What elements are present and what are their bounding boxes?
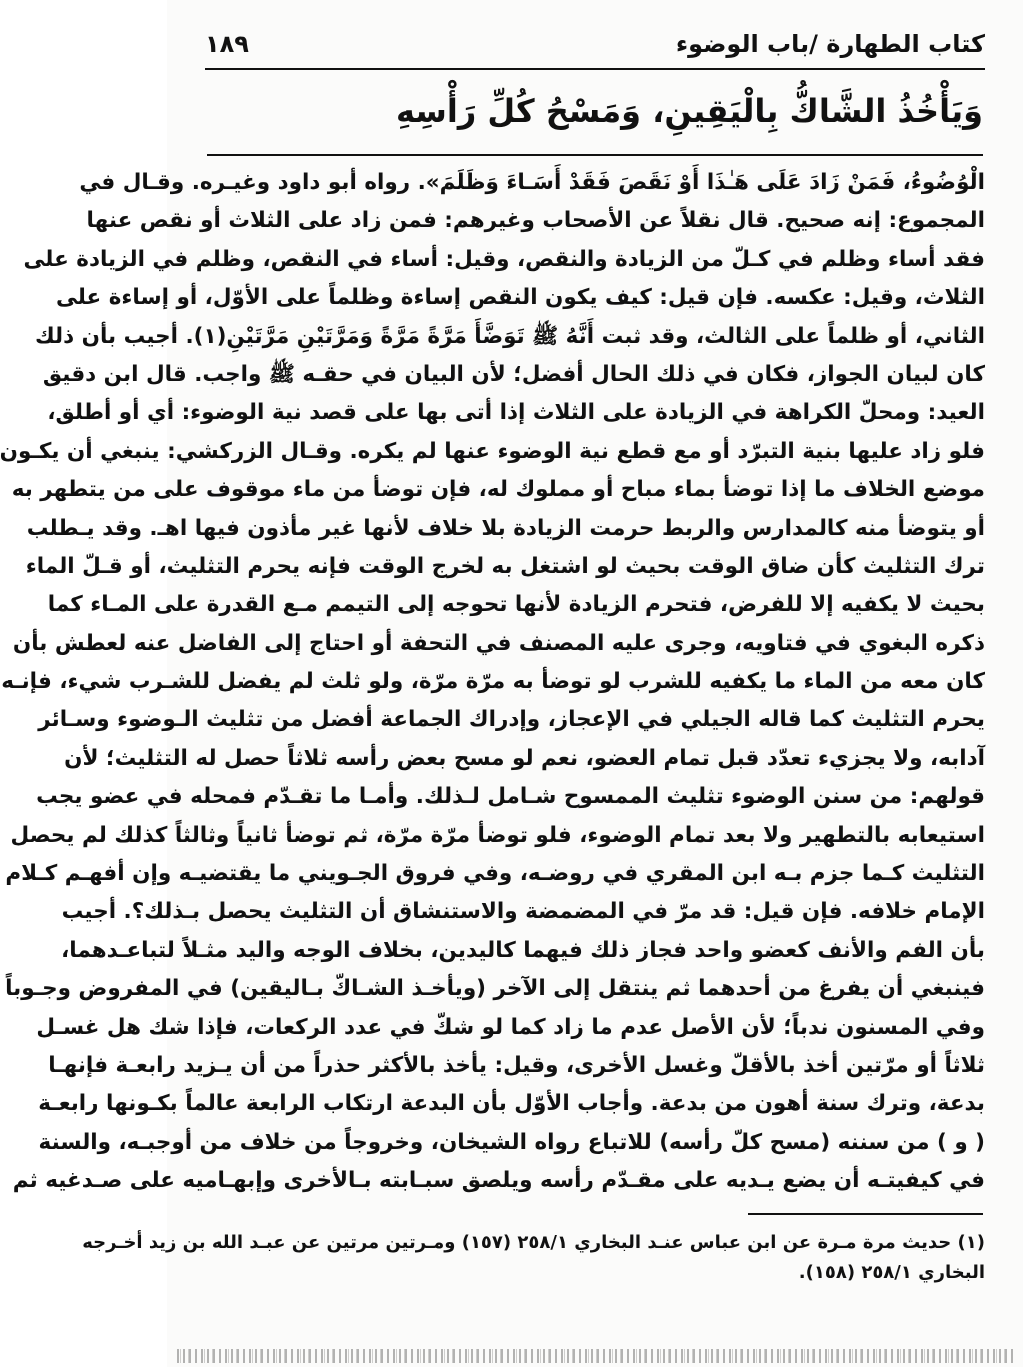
text-line: الثلاث، وقيل: عكسه. فإن قيل: كيف يكون النقص إساءة وظلماً على الأوّل، أو إساءة على xyxy=(56,285,985,311)
text-line: بدعة، وترك سنة أهون من بدعة. وأجاب الأوّل بأن البدعة ارتكاب الرابعة عالماً بكـونها رابعـة xyxy=(38,1091,985,1117)
text-line: كان لبيان الجواز، فكان في ذلك الحال أفضل؛ لأن البيان في حقـه ﷺ واجب. قال ابن دقيق xyxy=(42,361,985,387)
text-line: موضع الخلاف ما إذا توضأ بماء مباح أو مملوك له، فإن توضأ من ماء موقوف على من يتطهر به xyxy=(11,477,985,503)
text-line: ( و ) من سننه (مسح كلّ رأسه) للاتباع رواه الشيخان، وخروجاً من خلاف من أوجبـه، والسنة xyxy=(38,1129,985,1155)
text-line: فينبغي أن يفرغ من أحدهما ثم ينتقل إلى الآخر (ويأخـذ الشـاكّ بـاليقين) في المفروض وجـوباً xyxy=(5,976,985,1002)
text-line: وفي المسنون ندباً؛ لأن الأصل عدم ما زاد كما لو شكّ في عدد الركعات، فإذا شك هل غسـل xyxy=(36,1014,985,1040)
text-line: فقد أساء وظلم في كـلّ من الزيادة والنقص، وقيل: أساء في النقص، وظلم في الزيادة على xyxy=(23,246,985,272)
matn-heading: وَيَأْخُذُ الشَّاكُّ بِالْيَقِينِ، وَمَسْحُ كُلِّ رَأْسِهِ xyxy=(396,92,983,130)
matn-divider xyxy=(207,154,983,156)
commentary-body xyxy=(0,164,985,1201)
text-line: في كيفيتـه أن يضع يـديه على مقـدّم رأسه ويلصق سبـابته بـالأخرى وإبهـاميه على صـدغيه ثم xyxy=(12,1168,985,1194)
text-line: ذكره البغوي في فتاويه، وجرى عليه المصنف في التحفة أو احتاج إلى الفاضل عنه لعطش بأن xyxy=(12,630,985,656)
text-line: الثاني، أو ظلماً على الثالث، وقد ثبت أَنَّهُ ﷺ تَوَضَّأَ مَرَّةً مَرَّةً وَمَرَّتَيْنِ مَرَّتَيْنِ(١). أجيب بأن ذلك xyxy=(35,323,985,349)
text-line: ثلاثاً أو مرّتين أخذ بالأقلّ وغسل الأخرى، وقيل: يأخذ بالأكثر حذراً من أن يـزيد رابعـة فإنهـا xyxy=(48,1052,985,1078)
decorative-border xyxy=(177,1349,1013,1363)
page-number: ١٨٩ xyxy=(205,30,249,58)
footnotes xyxy=(82,1228,985,1288)
text-line: العيد: ومحلّ الكراهة في الزيادة على الثلاث إذا أتى بها على قصد نية الوضوء: أي أو أطلق، xyxy=(47,400,985,426)
text-line: كان معه من الماء ما يكفيه للشرب لو توضأ به مرّة مرّة، ولو ثلث لم يفضل للشـرب شيء، فإنـه xyxy=(1,669,985,695)
footnote-divider xyxy=(748,1213,983,1215)
footnote-line: البخاري ٢٥٨/١ (١٥٨). xyxy=(798,1262,985,1283)
text-line: يحرم التثليث كما قاله الجيلي في الإعجاز، وإدراك الجماعة أفضل من تثليث الـوضوء وسـائر xyxy=(38,707,985,733)
text-line: قولهم: من سنن الوضوء تثليث الممسوح شـامل لـذلك. وأمـا ما تقـدّم فمحله في عضو يجب xyxy=(36,784,985,810)
text-line: بأن الفم والأنف كعضو واحد فجاز ذلك فيهما كاليدين، بخلاف الوجه واليد مثـلاً لتباعـدهما، xyxy=(61,937,985,963)
text-line: فلو زاد عليها بنية التبرّد أو مع قطع نية الوضوء عنها لم يكره. وقـال الزركشي: ينبغي أن يكـون xyxy=(0,438,985,464)
text-line: بحيث لا يكفيه إلا للفرض، فتحرم الزيادة لأنها تحوجه إلى التيمم مـع القدرة على المـاء كما xyxy=(47,592,985,618)
text-line: آدابه، ولا يجزيء تعدّد قبل تمام العضو، نعم لو مسح بعض رأسه ثلاثاً حصل له التثليث؛ لأن xyxy=(64,745,985,771)
text-line: استيعابه بالتطهير ولا بعد تمام الوضوء، فلو توضأ مرّة مرّة، ثم توضأ ثانياً وثالثاً كذلك لم يحصل xyxy=(10,822,985,848)
footnote-line: (١) حديث مرة مـرة عن ابن عباس عنـد البخاري ٢٥٨/١ (١٥٧) ومـرتين مرتين عن عبـد الله بن زيد أخـرجه xyxy=(82,1232,985,1253)
text-line: أو يتوضأ منه كالمدارس والربط حرمت الزيادة بلا خلاف لأنها غير مأذون فيها اهـ. وقد يـطلب xyxy=(26,515,985,541)
text-line: ترك التثليث كأن ضاق الوقت بحيث لو اشتغل به لخرج الوقت فإنه يحرم التثليث، أو قـلّ الماء xyxy=(25,553,985,579)
text-line: الإمام خلافه. فإن قيل: قد مرّ في المضمضة والاستنشاق أن التثليث يحصل بـذلك؟. أجيب xyxy=(61,899,985,925)
text-line: التثليث كـما جزم بـه ابن المقري في روضـه، وفي فروق الجـويني ما يقتضيـه وإن أفهـم كـلام xyxy=(5,861,985,887)
text-line: المجموع: إنه صحيح. قال نقلاً عن الأصحاب وغيرهم: فمن زاد على الثلاث أو نقص عنها xyxy=(86,208,985,234)
text-line: الْوُضُوءُ، فَمَنْ زَادَ عَلَى هَـٰذَا أَوْ نَقَصَ فَقَدْ أَسَـاءَ وَظَلَمَ». رواه أبو داود وغيـره. وقـال في xyxy=(79,170,985,195)
running-header xyxy=(205,28,985,70)
chapter-title: كتاب الطهارة /باب الوضوء xyxy=(675,30,985,58)
